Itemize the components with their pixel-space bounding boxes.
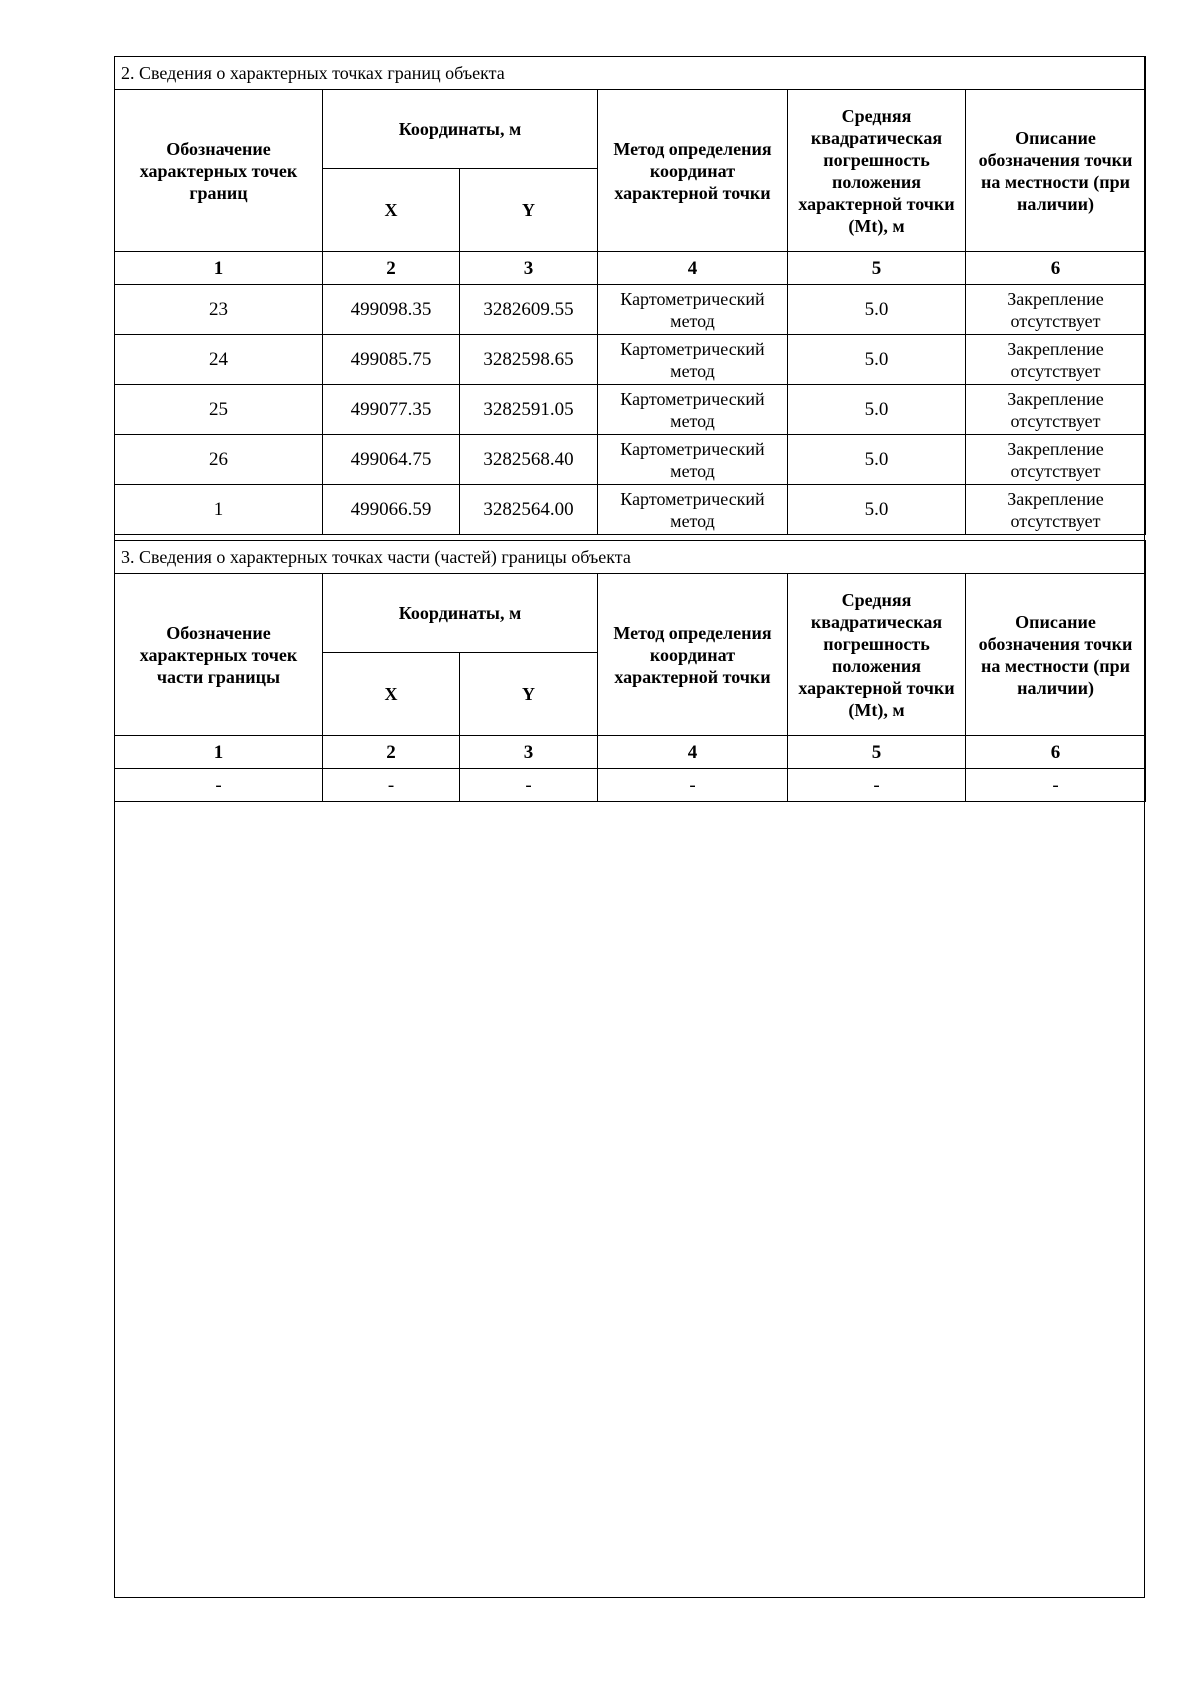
description: Закрепление отсутствует xyxy=(966,385,1146,435)
header-coords: Координаты, м xyxy=(323,90,598,169)
description: - xyxy=(966,769,1146,802)
coord-y: - xyxy=(460,769,598,802)
coord-y: 3282598.65 xyxy=(460,335,598,385)
description: Закрепление отсутствует xyxy=(966,485,1146,535)
coord-x: - xyxy=(323,769,460,802)
method: Картометрический метод xyxy=(598,435,788,485)
header-x: X xyxy=(323,169,460,252)
coord-y: 3282568.40 xyxy=(460,435,598,485)
boundary-part-points-table xyxy=(114,540,1146,802)
coord-x: 499085.75 xyxy=(323,335,460,385)
header-x: X xyxy=(323,653,460,736)
header-method: Метод определения координат характерной точки xyxy=(598,574,788,736)
col-number: 6 xyxy=(966,736,1146,769)
mt-value: 5.0 xyxy=(788,335,966,385)
col-number: 2 xyxy=(323,252,460,285)
header-y: Y xyxy=(460,169,598,252)
point-id: - xyxy=(115,769,323,802)
col-number: 3 xyxy=(460,736,598,769)
col-number: 2 xyxy=(323,736,460,769)
table-row xyxy=(115,335,1146,385)
section-2-title: 2. Сведения о характерных точках границ объекта xyxy=(115,57,1146,90)
point-id: 23 xyxy=(115,285,323,335)
table-row xyxy=(115,385,1146,435)
header-designation: Обозначение характерных точек границ xyxy=(115,90,323,252)
header-designation: Обозначение характерных точек части границы xyxy=(115,574,323,736)
boundary-points-table xyxy=(114,56,1146,535)
point-id: 1 xyxy=(115,485,323,535)
coord-x: 499066.59 xyxy=(323,485,460,535)
table-row xyxy=(115,769,1146,802)
point-id: 26 xyxy=(115,435,323,485)
description: Закрепление отсутствует xyxy=(966,435,1146,485)
section-3-title: 3. Сведения о характерных точках части (частей) границы объекта xyxy=(115,541,1146,574)
mt-value: 5.0 xyxy=(788,485,966,535)
header-method: Метод определения координат характерной точки xyxy=(598,90,788,252)
coord-x: 499064.75 xyxy=(323,435,460,485)
col-number: 1 xyxy=(115,252,323,285)
coord-y: 3282591.05 xyxy=(460,385,598,435)
col-number: 4 xyxy=(598,736,788,769)
point-id: 25 xyxy=(115,385,323,435)
method: Картометрический метод xyxy=(598,335,788,385)
mt-value: 5.0 xyxy=(788,385,966,435)
mt-value: - xyxy=(788,769,966,802)
header-y: Y xyxy=(460,653,598,736)
mt-value: 5.0 xyxy=(788,435,966,485)
mt-value: 5.0 xyxy=(788,285,966,335)
col-number: 4 xyxy=(598,252,788,285)
method: Картометрический метод xyxy=(598,485,788,535)
description: Закрепление отсутствует xyxy=(966,335,1146,385)
col-number: 3 xyxy=(460,252,598,285)
coord-x: 499077.35 xyxy=(323,385,460,435)
coord-y: 3282564.00 xyxy=(460,485,598,535)
col-number: 6 xyxy=(966,252,1146,285)
method: - xyxy=(598,769,788,802)
table-row xyxy=(115,435,1146,485)
col-number: 1 xyxy=(115,736,323,769)
header-error: Средняя квадратическая погрешность положения характерной точки (Mt), м xyxy=(788,90,966,252)
table-row xyxy=(115,285,1146,335)
col-number: 5 xyxy=(788,736,966,769)
header-description: Описание обозначения точки на местности (при наличии) xyxy=(966,574,1146,736)
header-coords: Координаты, м xyxy=(323,574,598,653)
method: Картометрический метод xyxy=(598,285,788,335)
header-description: Описание обозначения точки на местности (при наличии) xyxy=(966,90,1146,252)
description: Закрепление отсутствует xyxy=(966,285,1146,335)
coord-y: 3282609.55 xyxy=(460,285,598,335)
point-id: 24 xyxy=(115,335,323,385)
col-number: 5 xyxy=(788,252,966,285)
method: Картометрический метод xyxy=(598,385,788,435)
coord-x: 499098.35 xyxy=(323,285,460,335)
table-row xyxy=(115,485,1146,535)
header-error: Средняя квадратическая погрешность положения характерной точки (Mt), м xyxy=(788,574,966,736)
